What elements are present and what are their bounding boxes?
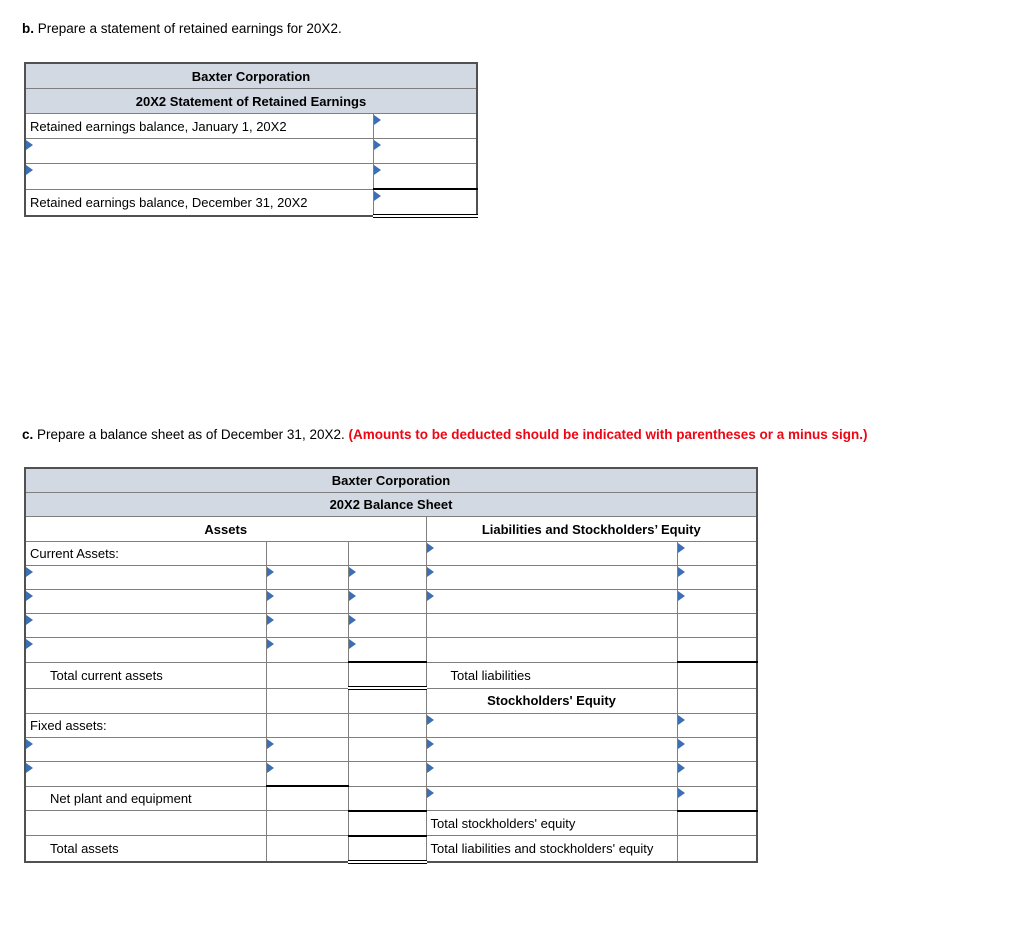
prompt-arrow-icon xyxy=(427,788,434,798)
prompt-arrow-icon xyxy=(427,763,434,773)
blank-cell xyxy=(348,542,426,566)
static-label-cell: Total assets xyxy=(25,836,266,862)
account-dropdown-cell[interactable] xyxy=(25,738,266,762)
prompt-arrow-icon xyxy=(678,763,685,773)
account-dropdown-cell[interactable] xyxy=(25,590,266,614)
amount-input-cell[interactable] xyxy=(677,786,757,811)
table-row xyxy=(25,811,757,836)
account-dropdown-cell[interactable] xyxy=(426,786,677,811)
total-amount-cell xyxy=(677,836,757,862)
prompt-arrow-icon xyxy=(678,591,685,601)
prompt-arrow-icon xyxy=(678,715,685,725)
amount-input-cell[interactable] xyxy=(373,139,477,164)
prompt-arrow-icon xyxy=(678,567,685,577)
prompt-arrow-icon xyxy=(349,591,356,601)
prompt-arrow-icon xyxy=(26,639,33,649)
blank-cell xyxy=(677,638,757,663)
table-row xyxy=(25,662,757,688)
prompt-arrow-icon xyxy=(427,543,434,553)
table-row xyxy=(25,762,757,787)
prompt-arrow-icon xyxy=(678,739,685,749)
prompt-arrow-icon xyxy=(267,639,274,649)
blank-cell xyxy=(348,762,426,787)
question-c-heading xyxy=(22,427,868,442)
blank-cell xyxy=(677,614,757,638)
account-dropdown-cell[interactable] xyxy=(426,762,677,787)
blank-cell xyxy=(25,688,266,714)
table-row xyxy=(25,566,757,590)
account-dropdown-cell[interactable] xyxy=(25,566,266,590)
static-label-cell: Retained earnings balance, January 1, 20X2 xyxy=(25,114,373,139)
prompt-arrow-icon xyxy=(26,165,33,175)
amount-input-cell[interactable] xyxy=(677,590,757,614)
blank-cell xyxy=(426,614,677,638)
blank-cell xyxy=(426,638,677,663)
amount-input-cell[interactable] xyxy=(677,714,757,738)
amount-input-cell[interactable] xyxy=(373,164,477,190)
static-label-cell: Total current assets xyxy=(25,662,266,688)
amount-input-cell[interactable] xyxy=(373,114,477,139)
total-amount-cell xyxy=(677,811,757,836)
total-amount-cell xyxy=(677,662,757,688)
prompt-arrow-icon xyxy=(267,739,274,749)
amount-input-cell[interactable] xyxy=(348,590,426,614)
blank-cell xyxy=(348,786,426,811)
table-row xyxy=(25,738,757,762)
account-dropdown-cell[interactable] xyxy=(426,542,677,566)
prompt-arrow-icon xyxy=(349,615,356,625)
account-dropdown-cell[interactable] xyxy=(25,762,266,787)
prompt-arrow-icon xyxy=(427,591,434,601)
prompt-arrow-icon xyxy=(374,115,381,125)
amount-input-cell[interactable] xyxy=(677,566,757,590)
question-b-text: Prepare a statement of retained earnings for 20X2. xyxy=(37,21,342,36)
static-label-cell: Retained earnings balance, December 31, 20X2 xyxy=(25,189,373,216)
blank-cell xyxy=(266,688,348,714)
prompt-arrow-icon xyxy=(427,715,434,725)
table-row xyxy=(25,542,757,566)
blank-cell xyxy=(266,836,348,862)
account-dropdown-cell[interactable] xyxy=(25,164,373,190)
question-b-letter: b. xyxy=(22,21,34,36)
total-amount-cell xyxy=(348,836,426,862)
prompt-arrow-icon xyxy=(26,140,33,150)
table-row xyxy=(25,786,757,811)
prompt-arrow-icon xyxy=(349,567,356,577)
table-row xyxy=(25,836,757,862)
blank-cell xyxy=(348,738,426,762)
blank-cell xyxy=(348,714,426,738)
prompt-arrow-icon xyxy=(678,543,685,553)
prompt-arrow-icon xyxy=(26,739,33,749)
prompt-arrow-icon xyxy=(267,615,274,625)
retained-earnings-statement-table xyxy=(24,62,478,218)
balance-sheet-table xyxy=(24,467,758,864)
total-amount-cell xyxy=(348,662,426,688)
amount-input-cell[interactable] xyxy=(677,542,757,566)
amount-input-cell[interactable] xyxy=(348,638,426,663)
liabilities-column-header: Liabilities and Stockholders’ Equity xyxy=(426,517,757,542)
table-row xyxy=(25,688,757,714)
amount-input-cell[interactable] xyxy=(266,566,348,590)
table-title: Baxter Corporation xyxy=(25,468,757,493)
account-dropdown-cell[interactable] xyxy=(426,738,677,762)
total-amount-cell xyxy=(266,786,348,811)
question-c-text: Prepare a balance sheet as of December 31, 20X2. xyxy=(37,427,345,442)
amount-input-cell[interactable] xyxy=(348,614,426,638)
prompt-arrow-icon xyxy=(267,567,274,577)
amount-input-cell[interactable] xyxy=(266,614,348,638)
prompt-arrow-icon xyxy=(349,639,356,649)
amount-input-cell[interactable] xyxy=(266,762,348,787)
table-row xyxy=(25,614,757,638)
prompt-arrow-icon xyxy=(374,165,381,175)
account-dropdown-cell[interactable] xyxy=(426,714,677,738)
amount-input-cell[interactable] xyxy=(677,738,757,762)
blank-cell xyxy=(25,811,266,836)
amount-input-cell[interactable] xyxy=(266,638,348,663)
account-dropdown-cell[interactable] xyxy=(25,614,266,638)
question-b-heading xyxy=(22,21,342,36)
table-row xyxy=(25,189,477,216)
account-dropdown-cell[interactable] xyxy=(426,590,677,614)
table-row xyxy=(25,139,477,164)
amount-input-cell[interactable] xyxy=(677,762,757,787)
amount-input-cell[interactable] xyxy=(348,566,426,590)
account-dropdown-cell[interactable] xyxy=(426,566,677,590)
stockholders-equity-section-header: Stockholders' Equity xyxy=(426,688,677,714)
table-row xyxy=(25,714,757,738)
table-title: Baxter Corporation xyxy=(25,63,477,89)
static-label-cell: Total liabilities and stockholders' equity xyxy=(426,836,677,862)
table-row xyxy=(25,114,477,139)
static-label-cell: Total stockholders' equity xyxy=(426,811,677,836)
account-dropdown-cell[interactable] xyxy=(25,139,373,164)
blank-cell xyxy=(266,714,348,738)
amount-input-cell[interactable] xyxy=(373,189,477,216)
blank-cell xyxy=(266,662,348,688)
account-dropdown-cell[interactable] xyxy=(25,638,266,663)
blank-cell xyxy=(677,688,757,714)
deduction-warning: (Amounts to be deducted should be indicated with parentheses or a minus sign.) xyxy=(348,427,868,442)
static-label-cell: Current Assets: xyxy=(25,542,266,566)
amount-input-cell[interactable] xyxy=(266,590,348,614)
table-row xyxy=(25,590,757,614)
prompt-arrow-icon xyxy=(26,591,33,601)
prompt-arrow-icon xyxy=(427,567,434,577)
static-label-cell: Net plant and equipment xyxy=(25,786,266,811)
prompt-arrow-icon xyxy=(374,191,381,201)
table-row xyxy=(25,164,477,190)
prompt-arrow-icon xyxy=(26,615,33,625)
blank-cell xyxy=(266,811,348,836)
blank-cell xyxy=(266,542,348,566)
prompt-arrow-icon xyxy=(267,763,274,773)
table-row xyxy=(25,638,757,663)
prompt-arrow-icon xyxy=(374,140,381,150)
question-c-letter: c. xyxy=(22,427,34,442)
static-label-cell: Fixed assets: xyxy=(25,714,266,738)
blank-cell xyxy=(348,688,426,714)
prompt-arrow-icon xyxy=(427,739,434,749)
prompt-arrow-icon xyxy=(678,788,685,798)
prompt-arrow-icon xyxy=(26,763,33,773)
prompt-arrow-icon xyxy=(267,591,274,601)
assets-column-header: Assets xyxy=(25,517,426,542)
table-subtitle: 20X2 Statement of Retained Earnings xyxy=(25,89,477,114)
table-subtitle: 20X2 Balance Sheet xyxy=(25,493,757,517)
amount-input-cell[interactable] xyxy=(266,738,348,762)
static-label-cell: Total liabilities xyxy=(426,662,677,688)
prompt-arrow-icon xyxy=(26,567,33,577)
total-amount-cell xyxy=(348,811,426,836)
